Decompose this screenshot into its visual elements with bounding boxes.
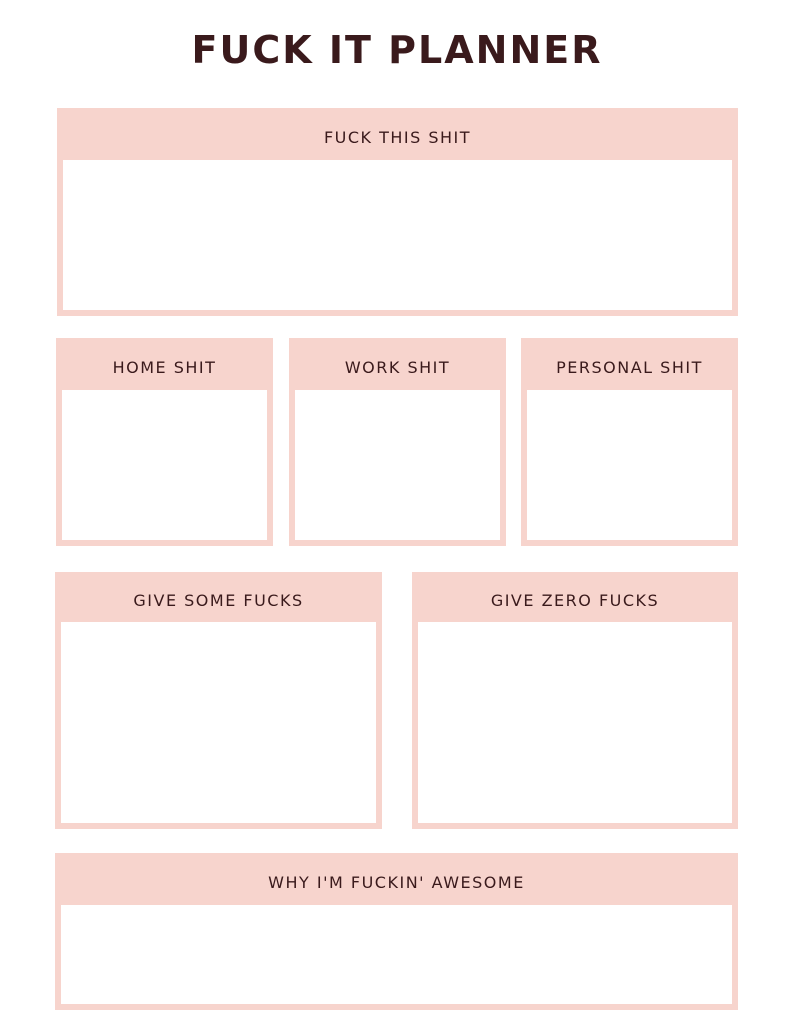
fuck-this-shit-section bbox=[57, 108, 738, 316]
give-zero-fucks-header: GIVE ZERO FUCKS bbox=[418, 578, 732, 622]
page-title: FUCK IT PLANNER bbox=[191, 28, 603, 72]
personal-shit-writing-area[interactable] bbox=[527, 390, 732, 540]
home-shit-section bbox=[56, 338, 273, 546]
why-awesome-writing-area[interactable] bbox=[61, 905, 732, 1004]
fuck-this-shit-writing-area[interactable] bbox=[63, 160, 732, 310]
fuck-this-shit-header: FUCK THIS SHIT bbox=[63, 114, 732, 160]
work-shit-writing-area[interactable] bbox=[295, 390, 500, 540]
home-shit-writing-area[interactable] bbox=[62, 390, 267, 540]
home-shit-header: HOME SHIT bbox=[62, 344, 267, 390]
work-shit-section bbox=[289, 338, 506, 546]
give-some-fucks-section bbox=[55, 572, 382, 829]
give-some-fucks-writing-area[interactable] bbox=[61, 622, 376, 823]
give-zero-fucks-writing-area[interactable] bbox=[418, 622, 732, 823]
personal-shit-header: PERSONAL SHIT bbox=[527, 344, 732, 390]
give-some-fucks-header: GIVE SOME FUCKS bbox=[61, 578, 376, 622]
why-awesome-section bbox=[55, 853, 738, 1010]
work-shit-header: WORK SHIT bbox=[295, 344, 500, 390]
why-awesome-header: WHY I'M FUCKIN' AWESOME bbox=[61, 859, 732, 905]
give-zero-fucks-section bbox=[412, 572, 738, 829]
personal-shit-section bbox=[521, 338, 738, 546]
